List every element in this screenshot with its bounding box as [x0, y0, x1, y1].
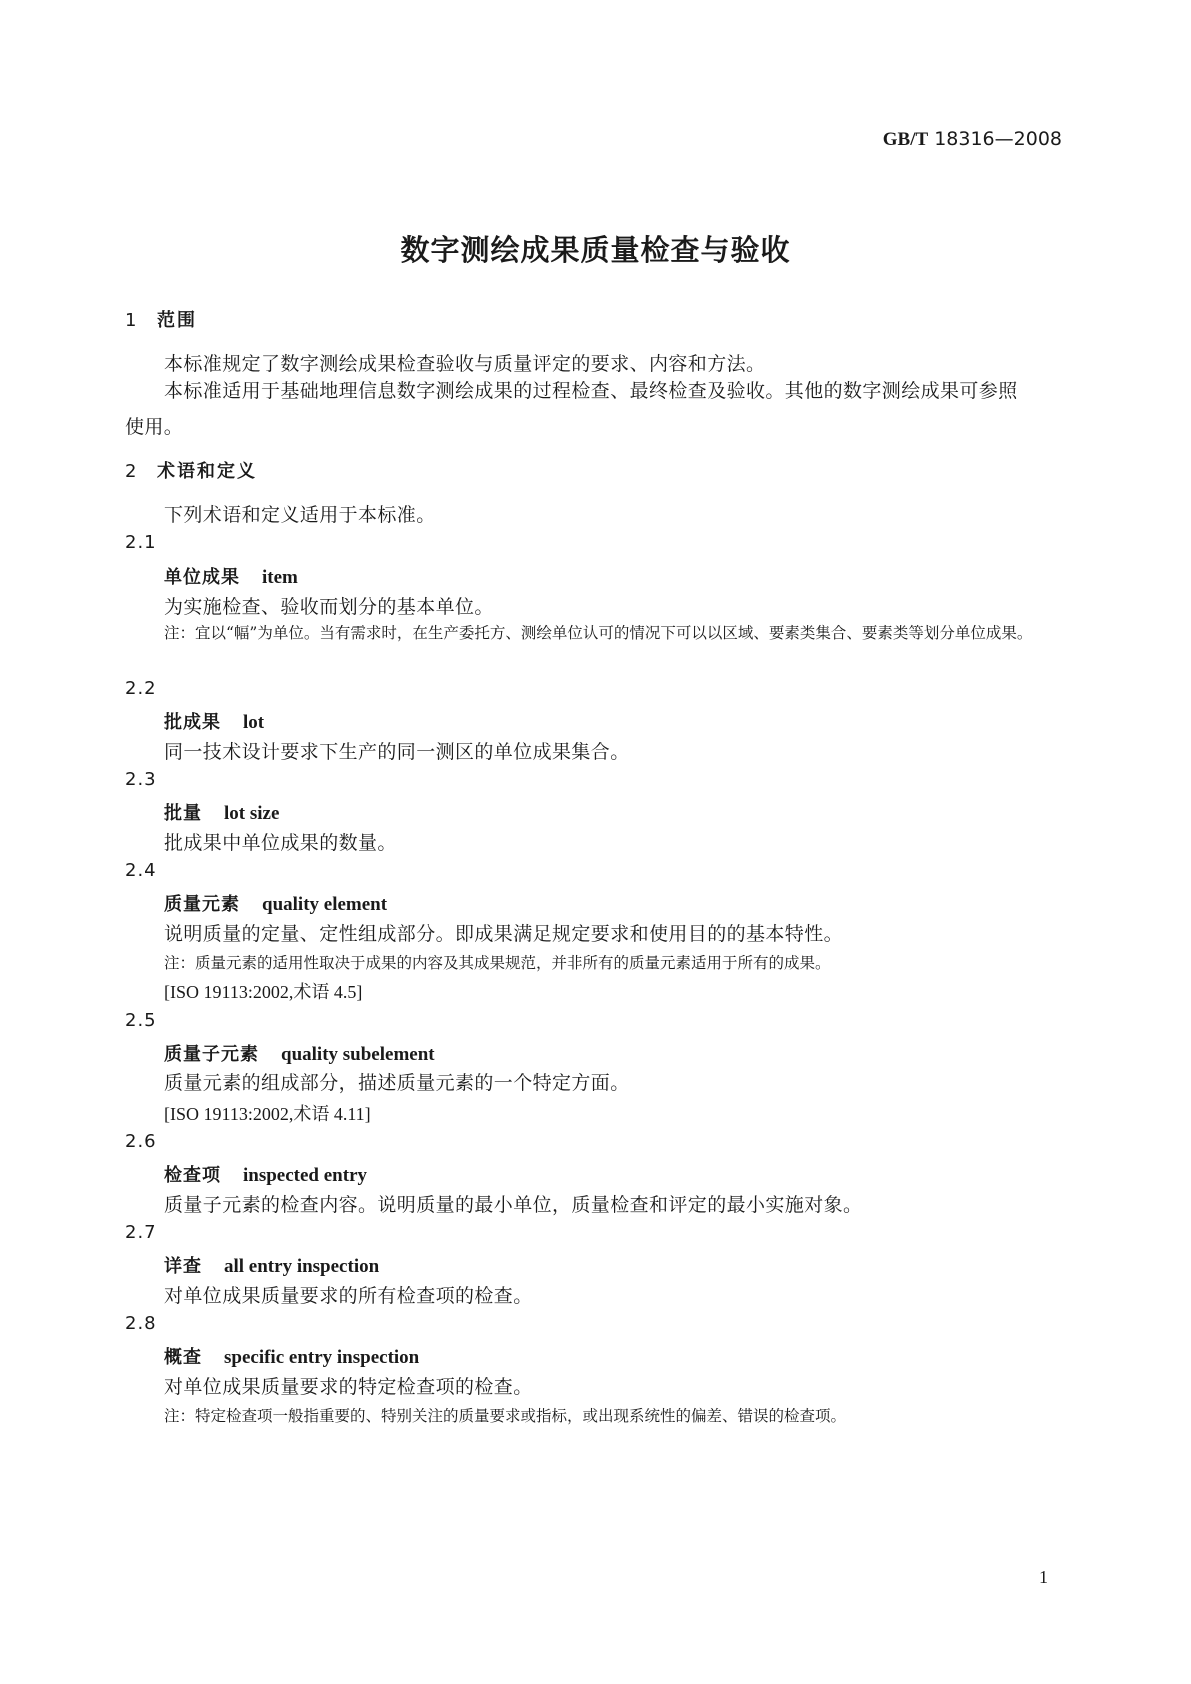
- term-heading: [164, 563, 298, 589]
- term-definition: 质量子元素的检查内容。说明质量的最小单位，质量检查和评定的最小实施对象。: [164, 1194, 863, 1216]
- term-zh: 单位成果: [164, 567, 240, 588]
- term-definition: 对单位成果质量要求的所有检查项的检查。: [164, 1285, 533, 1307]
- term-definition: 质量元素的组成部分，描述质量元素的一个特定方面。: [164, 1072, 630, 1094]
- term-en: specific entry inspection: [224, 1347, 420, 1368]
- paragraph: 下列术语和定义适用于本标准。: [164, 504, 436, 526]
- term-reference: [ISO 19113:2002,术语 4.11]: [164, 1104, 371, 1124]
- term-heading: [164, 799, 279, 825]
- section-number: 2: [125, 461, 137, 482]
- term-definition: 为实施检查、验收而划分的基本单位。: [164, 596, 494, 618]
- term-number: 2.7: [125, 1222, 157, 1243]
- term-heading: [164, 890, 387, 916]
- term-heading: [164, 708, 264, 734]
- term-number: 2.6: [125, 1131, 157, 1152]
- term-heading: [164, 1161, 367, 1187]
- term-heading: [164, 1343, 419, 1369]
- paragraph: 本标准适用于基础地理信息数字测绘成果的过程检查、最终检查及验收。其他的数字测绘成果可参照使用。: [125, 380, 1018, 438]
- term-number: 2.5: [125, 1010, 157, 1031]
- term-definition: 说明质量的定量、定性组成部分。即成果满足规定要求和使用目的的基本特性。: [164, 923, 844, 945]
- section-title: 范围: [157, 310, 197, 331]
- term-reference: [ISO 19113:2002,术语 4.5]: [164, 982, 363, 1002]
- page-number: 1: [1039, 1567, 1048, 1587]
- standard-number: 18316—2008: [934, 128, 1062, 150]
- term-zh: 质量元素: [164, 894, 240, 915]
- term-en: quality element: [262, 894, 388, 915]
- term-en: item: [262, 567, 298, 588]
- standard-prefix: GB/T: [882, 129, 929, 150]
- term-en: quality subelement: [281, 1044, 435, 1065]
- term-number: 2.1: [125, 532, 157, 553]
- term-number: 2.2: [125, 678, 157, 699]
- term-en: inspected entry: [243, 1165, 368, 1186]
- term-definition: 批成果中单位成果的数量。: [164, 832, 397, 854]
- term-heading: [164, 1040, 435, 1066]
- term-note: 注：质量元素的适用性取决于成果的内容及其成果规范，并非所有的质量元素适用于所有的成果。: [164, 954, 831, 972]
- term-zh: 质量子元素: [164, 1044, 259, 1065]
- section-1-heading: [125, 306, 197, 332]
- document-title: 数字测绘成果质量检查与验收: [400, 233, 791, 267]
- standard-code: [883, 128, 1062, 151]
- term-note: 注：特定检查项一般指重要的、特别关注的质量要求或指标，或出现系统性的偏差、错误的检查项。: [164, 1407, 847, 1425]
- term-en: all entry inspection: [224, 1256, 380, 1277]
- section-number: 1: [125, 310, 137, 331]
- term-zh: 概查: [164, 1347, 202, 1368]
- term-definition: 对单位成果质量要求的特定检查项的检查。: [164, 1376, 533, 1398]
- term-zh: 批成果: [164, 712, 221, 733]
- term-number: 2.8: [125, 1313, 157, 1334]
- term-zh: 检查项: [164, 1165, 221, 1186]
- term-zh: 批量: [164, 803, 202, 824]
- section-title: 术语和定义: [157, 461, 257, 482]
- term-number: 2.3: [125, 769, 157, 790]
- term-number: 2.4: [125, 860, 157, 881]
- term-en: lot: [243, 712, 265, 733]
- term-definition: 同一技术设计要求下生产的同一测区的单位成果集合。: [164, 741, 630, 763]
- term-en: lot size: [224, 803, 280, 824]
- term-note: 注：宜以“幅”为单位。当有需求时，在生产委托方、测绘单位认可的情况下可以以区域、要素类集合、要素类等划分单位成果。: [164, 624, 1033, 642]
- term-zh: 详查: [164, 1256, 202, 1277]
- term-heading: [164, 1252, 379, 1278]
- section-2-heading: [125, 457, 257, 483]
- paragraph: 本标准规定了数字测绘成果检查验收与质量评定的要求、内容和方法。: [164, 353, 766, 375]
